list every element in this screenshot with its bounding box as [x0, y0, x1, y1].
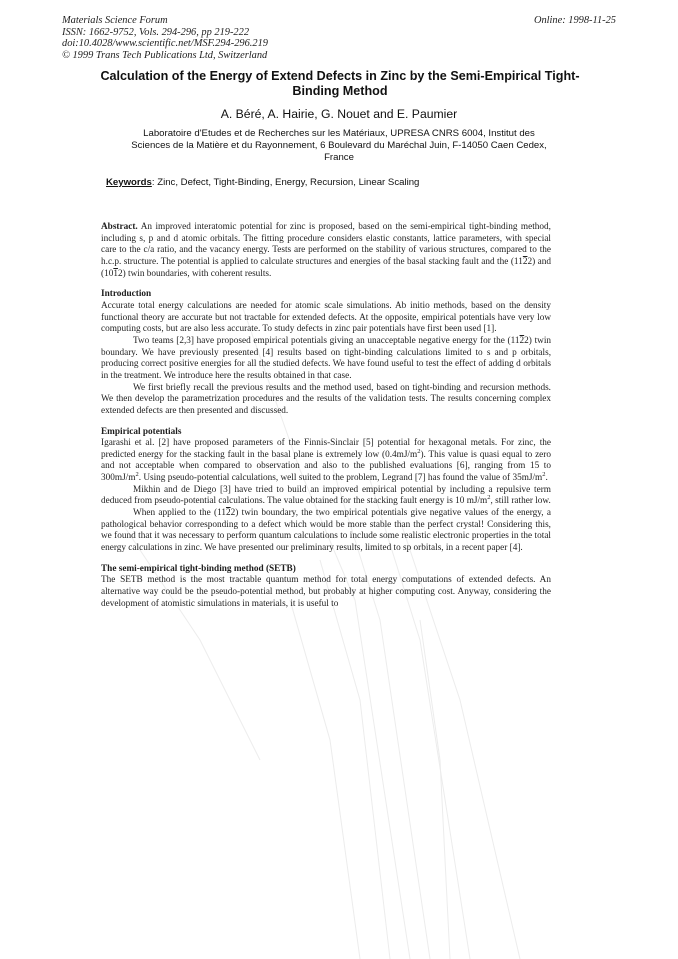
affiliation-line-2: Sciences de la Matière et du Rayonnement, 6 Boulevard du Maréchal Juin, F-14050 Caen Cedex, — [131, 140, 547, 152]
abstract-label: Abstract. — [101, 222, 138, 232]
setb-heading: The semi-empirical tight-binding method (SETB) — [101, 563, 296, 574]
keywords-label: Keywords — [106, 177, 152, 188]
affiliation-line-1: Laboratoire d'Etudes et de Recherches sur les Matériaux, UPRESA CNRS 6004, Institut des — [143, 128, 535, 139]
empirical-heading: Empirical potentials — [101, 426, 182, 437]
intro-paragraph-1: Accurate total energy calculations are needed for atomic scale simulations. Ab initio methods, based on the density functional theory are accurate but not tractable for extended defects. At the opposite, empirical potentials have very low computing costs, but are also less accurate. To study defects in zinc pair potentials have first been used [1]. — [101, 300, 551, 335]
intro-paragraph-3: We first briefly recall the previous results and the method used, based on tight-binding and recursion methods. We then develop the parametrization procedures and the results of the validation tests. The results concerning complex extended defects are then presented and discussed. — [101, 382, 551, 416]
doi-line: doi:10.4028/www.scientific.net/MSF.294-296.219 — [62, 38, 268, 50]
empirical-paragraph-2: Mikhin and de Diego [3] have tried to build an improved empirical potential by including a repulsive term deduced from pseudo-potential calculations. The value obtained for the stacking fault energy is 10 $mJ/m^2$, still rather low. — [101, 484, 551, 507]
setb-paragraph-1: The SETB method is the most tractable quantum method for total energy computations of extended defects. An alternative way could be the pseudo-potential method, but probably at higher computing cost. Anyway, considering the development of atomistic simulations in materials, it is useful to — [101, 575, 551, 609]
keywords: Keywords: Zinc, Defect, Tight-Binding, Energy, Recursion, Linear Scaling — [106, 177, 420, 188]
affiliation-line-3: France — [324, 152, 354, 164]
introduction-heading: Introduction — [101, 289, 152, 300]
keywords-text: Zinc, Defect, Tight-Binding, Energy, Recursion, Linear Scaling — [157, 177, 420, 188]
paper-body — [101, 222, 551, 610]
journal-header — [62, 15, 268, 61]
paper-title: Calculation of the Energy of Extend Defects in Zinc by the Semi-Empirical Tight-Binding Method — [100, 69, 580, 98]
issn-line: ISSN: 1662-9752, Vols. 294-296, pp 219-222 — [62, 26, 250, 38]
empirical-paragraph-1: Igarashi et al. [2] have proposed parameters of the Finnis-Sinclair [5] potential for hexagonal metals. For zinc, the predicted energy for the stacking fault in the basal plane is extremely low $(0.4mJ/m^2)$. This value is quasi equal to zero and not acceptable when compared to observation and also to the published evaluations [6], ranging from 15 to $300mJ/m^2$. Using pseudo-potential calculations, well suited to the problem, Legrand [7] has found the value of $35mJ/m^2$. — [101, 438, 551, 484]
intro-paragraph-2: Two teams [2,3] have proposed empirical potentials giving an unacceptable negative energy for the (1122) twin boundary. We have previously presented [4] results based on tight-binding calculations limited to s and p orbitals, producing correct positive energies for all the studied defects. We have found useful to test the effect of adding d orbitals in the treatment. We introduce here the results obtained in that case. — [101, 335, 552, 381]
affiliation — [100, 128, 578, 165]
journal-name: Materials Science Forum — [62, 15, 168, 26]
author-list: A. Béré, A. Hairie, G. Nouet and E. Paumier — [220, 107, 458, 121]
copyright-line: © 1999 Trans Tech Publications Ltd, Switzerland — [62, 49, 268, 61]
empirical-paragraph-3: When applied to the (1122) twin boundary, the two empirical potentials give negative values of the energy, a pathological behavior corresponding to a defect which would be more stable than the perfect crystal! Considering this, we found that it was necessary to perform quantum calculations to include some realistic electronic properties in the total energy calculations in zinc. We have presented our preliminary results, limited to sp orbitals, in a recent paper [4]. — [101, 508, 552, 554]
online-date: Online: 1998-11-25 — [533, 15, 616, 26]
abstract: Abstract. An improved interatomic potential for zinc is proposed, based on the semi-empirical tight-binding method, including s, p and d atomic orbitals. The fitting procedure considers elastic constants, lattice parameters, with special care to the c/a ratio, and the vacancy energy. Tests are performed on the stability of various structures, compared to the h.c.p. structure. The potential is applied to calculate structures and energies of the basal stacking fault and the (1122) and (1012) twin boundaries, with coherent results. — [101, 222, 551, 279]
